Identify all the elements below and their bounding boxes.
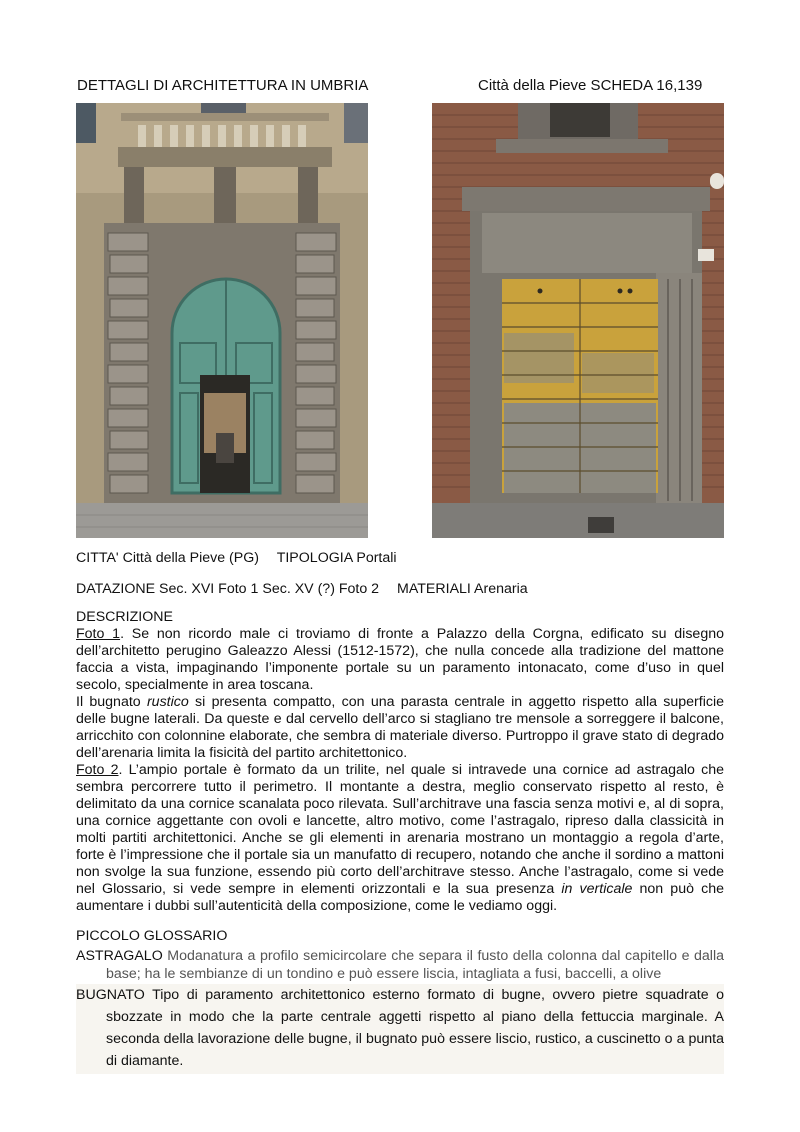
bugnato-text-end: si presenta compatto, con una parasta centrale in aggetto rispetto alla superficie delle bugne laterali. Da queste e dal cervello dell’arco si stagliano tre mensole a sorreggere il balcone, arricchito con colonnine elaborate, che sembra di materiale diverso. Purtroppo il grave stato di degrado dell’arenaria limita la fisicità del partito architettonico. [76, 694, 724, 761]
bugnato-text-start: Il bugnato [76, 694, 147, 710]
foto1-text: . Se non ricordo male ci troviamo di fronte a Palazzo della Corgna, edificato su disegno dell’architetto perugino Galeazzo Alessi (1512-1572), che nulla concede alla tradizione del mattone faccia a vista, impaginando l’imponente portale su un paramento intonacato, come d’uso in quel secolo, specialmente in area toscana. [76, 626, 724, 693]
datazione-label: DATAZIONE [76, 581, 156, 597]
description-heading: DESCRIZIONE [76, 609, 173, 625]
foto1-label: Foto 1 [76, 626, 121, 642]
meta-dating-materials [76, 581, 528, 597]
datazione-foto1: Sec. XVI Foto 1 [159, 581, 259, 597]
glossary-definition: Tipo di paramento architettonico esterno formato di bugne, ovvero pietre squadrate o sbozzate in modo che la parte centrale aggetti rispetto al piano della fettuccia marginale. A seconda della lavorazione delle bugne, il bugnato può essere liscio, rustico, a cuscinetto o a punta di diamante. [106, 986, 724, 1069]
tipologia-label: TIPOLOGIA [276, 550, 353, 566]
materiali-value: Arenaria [474, 581, 528, 597]
glossary-term: BUGNATO [76, 986, 145, 1003]
citta-value: Città della Pieve (PG) [122, 550, 260, 566]
foto2-text: . L’ampio portale è formato da un trilite, nel quale si intravede una cornice ad astragalo che sembra percorrere tutto il perimetro. Il montante a destra, meglio conservato rispetto al resto, è delimitato da una cornice scanalata poco rilevata. Sull’architrave una fascia senza motivi e, al di sopra, una cornice aggettante con ovoli e lancette, altro motivo, come l’astragalo, ripreso dalla classicità in molti partiti architettonici. Anche se gli elementi in arenaria mostrano un montaggio a regola d’arte, forte è l’impressione che il portale sia un manufatto di recupero, notando che anche il sordino a mattoni non svolge la sua funzione, essendo più corto dell’architrave stesso. Anche l’astragalo, come si vede nel Glossario, si vede sempre in elementi orizzontali e la sua presenza [76, 762, 724, 897]
photo-1-palazzo-portal [76, 103, 368, 538]
materiali-label: MATERIALI [397, 581, 471, 597]
description-paragraph-foto1 [76, 626, 724, 694]
citta-label: CITTA' [76, 550, 119, 566]
document-title: DETTAGLI DI ARCHITETTURA IN UMBRIA [77, 77, 369, 94]
glossary-heading: PICCOLO GLOSSARIO [76, 928, 228, 944]
foto2-label: Foto 2 [76, 762, 119, 778]
bugnato-italic: rustico [146, 694, 189, 710]
glossary-definition: Modanatura a profilo semicircolare che separa il fusto della colonna dal capitello e dalla base; ha le sembianze di un tondino e può essere liscia, intagliata a fusi, baccelli, a olive [106, 947, 724, 982]
tipologia-value: Portali [356, 550, 397, 566]
description-paragraph-foto2 [76, 762, 724, 915]
glossary-section [76, 927, 724, 1074]
glossary-entry-bugnato [76, 984, 724, 1074]
foto2-italic: in verticale [561, 881, 633, 897]
photo-2-stone-portal [432, 103, 724, 538]
glossary-entry-astragalo [76, 947, 724, 984]
glossary-term: ASTRAGALO [76, 947, 163, 964]
description-paragraph-bugnato [76, 694, 724, 762]
meta-city-typology [76, 550, 397, 566]
datazione-foto2: Sec. XV (?) Foto 2 [262, 581, 380, 597]
description-section [76, 609, 724, 915]
document-reference: Città della Pieve SCHEDA 16,139 [478, 77, 703, 94]
foto2-text-end: non può che aumentare i dubbi sull’autenticità della composizione, come le vediamo oggi. [76, 881, 724, 914]
